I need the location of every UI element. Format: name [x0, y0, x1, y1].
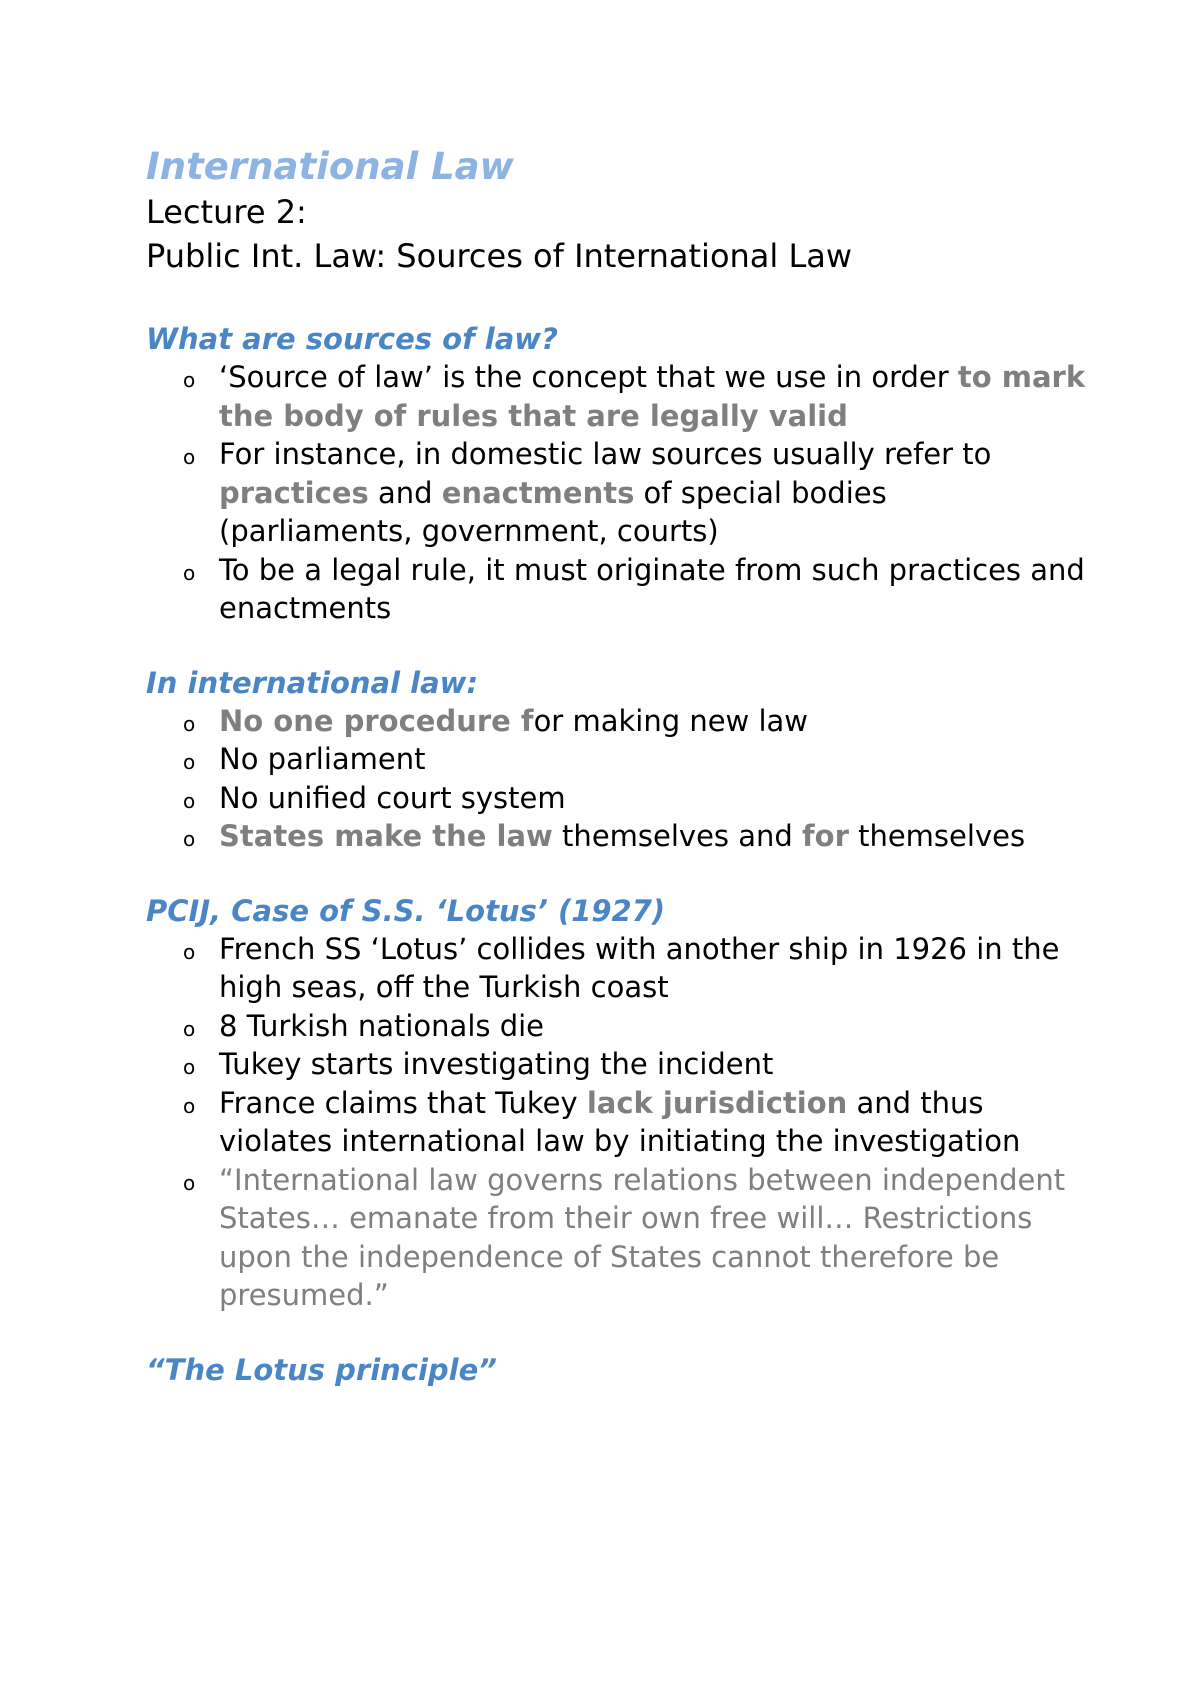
- text-run: and: [368, 475, 442, 510]
- bullet-marker: o: [183, 445, 196, 469]
- bullet-marker: o: [183, 1016, 196, 1041]
- section-lotus-principle: [146, 1351, 1086, 1389]
- list-item: [146, 358, 1086, 435]
- text-run: To be a legal rule, it must originate from such practices and enactments: [219, 552, 1085, 625]
- section-international-law: [146, 664, 1086, 856]
- text-run: France claims that Tukey: [219, 1085, 587, 1120]
- text-run: of special bodies (parliaments, government, courts): [219, 475, 887, 548]
- bullet-marker: o: [183, 560, 196, 585]
- highlighted-text: for: [802, 819, 849, 853]
- text-run: For instance, in domestic law sources usually refer to: [219, 437, 992, 471]
- highlighted-text: No one procedure f: [219, 703, 534, 738]
- text-run: themselves: [848, 819, 1026, 853]
- bullet-marker: o: [183, 827, 196, 851]
- text-run: themselves and: [552, 819, 803, 853]
- lecture-subtitle: Public Int. Law: Sources of International Law: [146, 237, 853, 275]
- document-title: International Law: [146, 145, 514, 188]
- bullet-marker: o: [183, 788, 196, 813]
- text-run: No parliament: [219, 742, 426, 776]
- quote-text: “International law governs relations between independent States… emanate from their own free will… Restrictions upon the independence of States cannot therefore be presumed.”: [219, 1162, 1066, 1312]
- spacer: [146, 856, 1086, 892]
- text-run: ‘Source of law’ is the concept that we use in order: [219, 360, 958, 394]
- section-heading: In international law:: [146, 665, 479, 700]
- bullet-marker: o: [183, 939, 196, 964]
- spacer: [146, 278, 1086, 320]
- bullet-marker: o: [183, 711, 196, 736]
- section-sources-of-law: [146, 320, 1086, 628]
- list-item: [146, 551, 1086, 628]
- list-item: [146, 1045, 1086, 1084]
- highlighted-text: enactments: [441, 475, 635, 510]
- section-heading: PCIJ, Case of S.S. ‘Lotus’ (1927): [146, 893, 666, 928]
- bullet-marker: o: [183, 368, 196, 392]
- list-item: [146, 435, 1086, 551]
- lecture-number: Lecture 2:: [146, 193, 307, 231]
- text-run: No unified court system: [219, 780, 566, 815]
- section-lotus-case: [146, 892, 1086, 1315]
- text-run: 8 Turkish nationals die: [219, 1008, 545, 1043]
- list-item: [146, 930, 1086, 1007]
- highlighted-text: to mark the body of rules that are legally valid: [219, 360, 1086, 433]
- spacer: [146, 1315, 1086, 1351]
- text-run: French SS ‘Lotus’ collides with another ship in 1926 in the high seas, off the Turkish coast: [219, 931, 1060, 1004]
- highlighted-text: lack jurisdiction: [586, 1085, 848, 1120]
- list-item: [146, 1161, 1086, 1315]
- bullet-marker: o: [183, 1093, 196, 1118]
- text-run: or making new law: [533, 703, 809, 738]
- list-item: [146, 817, 1086, 856]
- text-run: Tukey starts investigating the incident: [219, 1047, 774, 1081]
- highlighted-text: practices: [219, 475, 369, 510]
- document-content: [146, 144, 1086, 1389]
- list-item: [146, 1007, 1086, 1046]
- highlighted-text: States make the law: [219, 819, 553, 853]
- list-item: [146, 779, 1086, 818]
- list-item: [146, 702, 1086, 741]
- list-item: [146, 740, 1086, 779]
- section-heading: What are sources of law?: [146, 322, 558, 356]
- spacer: [146, 628, 1086, 664]
- list-item: [146, 1084, 1086, 1161]
- bullet-list: [146, 358, 1086, 628]
- bullet-marker: o: [183, 750, 196, 774]
- bullet-list: [146, 702, 1086, 856]
- section-heading: “The Lotus principle”: [146, 1352, 497, 1387]
- bullet-marker: o: [183, 1055, 196, 1079]
- bullet-list: [146, 930, 1086, 1315]
- text-run: and thus violates international law by initiating the investigation: [219, 1085, 1021, 1158]
- bullet-marker: o: [183, 1170, 196, 1195]
